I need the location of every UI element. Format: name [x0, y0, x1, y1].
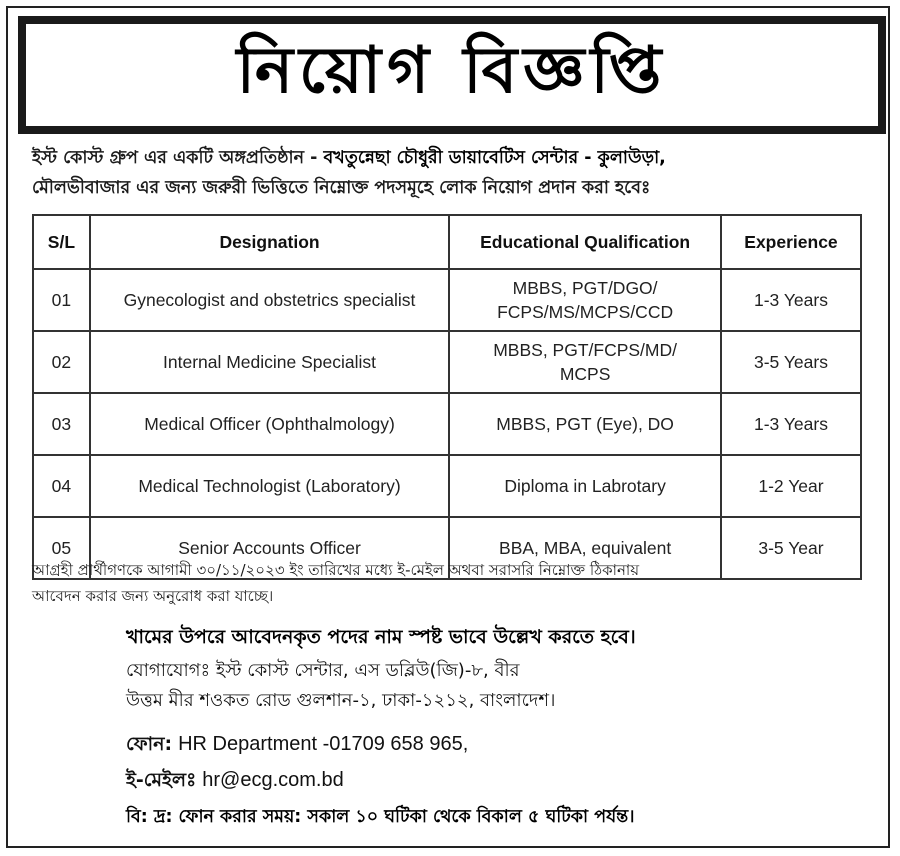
page-title: নিয়োগ বিজ্ঞপ্তি	[236, 33, 668, 108]
header-designation: Designation	[90, 215, 449, 269]
apply-line-1: আগ্রহী প্রার্থীগণকে আগামী ৩০/১১/২০২৩ ইং তারিখের মধ্যে ই-মেইল অথবা সরাসরি নিম্নোক্ত ঠিকানায়	[32, 561, 640, 579]
envelope-note: খামের উপরে আবেদনকৃত পদের নাম স্পষ্ট ভাবে উল্লেখ করতে হবে।	[126, 626, 636, 648]
row-designation: Internal Medicine Specialist	[90, 331, 449, 393]
row-sl: 01	[33, 269, 90, 331]
row-education: BBA, MBA, equivalent	[449, 517, 721, 579]
contact-address	[126, 656, 826, 716]
table-row	[33, 331, 861, 393]
email-label: ই-মেইলঃ	[126, 769, 197, 791]
title-banner	[18, 16, 886, 134]
contact-phone	[126, 730, 826, 762]
row-education	[449, 331, 721, 393]
apply-line-2: আবেদন করার জন্য অনুরোধ করা যাচ্ছে।	[32, 587, 274, 605]
header-experience: Experience	[721, 215, 861, 269]
title-banner-inner	[26, 24, 878, 126]
row-experience: 3-5 Years	[721, 331, 861, 393]
intro-prefix: ইস্ট কোস্ট গ্রুপ এর একটি অঙ্গপ্রতিষ্ঠান -	[32, 148, 324, 168]
education-line: MBBS, PGT/DGO/	[512, 278, 658, 298]
table-row	[33, 269, 861, 331]
row-experience: 1-2 Year	[721, 455, 861, 517]
address-line-1: যোগাযোগঃ ইস্ট কোস্ট সেন্টার, এস ডব্লিউ(জি)-৮, বীর	[126, 660, 520, 681]
header-education: Educational Qualification	[449, 215, 721, 269]
jobs-table	[32, 214, 862, 580]
intro-line-2: মৌলভীবাজার এর জন্য জরুরী ভিত্তিতে নিম্নোক্ত পদসমূহে লোক নিয়োগ প্রদান করা হবেঃ	[32, 178, 651, 198]
row-designation: Medical Officer (Ophthalmology)	[90, 393, 449, 455]
education-line: MCPS	[559, 364, 611, 384]
row-sl: 05	[33, 517, 90, 579]
row-sl: 03	[33, 393, 90, 455]
row-designation: Senior Accounts Officer	[90, 517, 449, 579]
phone-label: ফোন:	[126, 733, 173, 755]
row-experience: 1-3 Years	[721, 393, 861, 455]
education-line: MBBS, PGT/FCPS/MD/	[493, 340, 677, 360]
intro-line-1	[32, 143, 872, 173]
address-line-2: উত্তম মীর শওকত রোড গুলশান-১, ঢাকা-১২১২, বাংলাদেশ।	[126, 690, 556, 711]
row-education: MBBS, PGT (Eye), DO	[449, 393, 721, 455]
contact-email	[126, 766, 826, 798]
phone-value[interactable]: HR Department -01709 658 965,	[178, 733, 469, 755]
email-value[interactable]: hr@ecg.com.bd	[202, 769, 344, 791]
table-row	[33, 455, 861, 517]
row-sl: 04	[33, 455, 90, 517]
row-experience: 3-5 Year	[721, 517, 861, 579]
row-education: Diploma in Labrotary	[449, 455, 721, 517]
table-row	[33, 393, 861, 455]
row-designation: Medical Technologist (Laboratory)	[90, 455, 449, 517]
intro-organization: বখতুন্নেছা চৌধুরী ডায়াবেটিস সেন্টার - কুলাউড়া,	[323, 148, 666, 168]
row-experience: 1-3 Years	[721, 269, 861, 331]
intro-paragraph	[32, 143, 872, 203]
row-education	[449, 269, 721, 331]
header-sl: S/L	[33, 215, 90, 269]
education-line: FCPS/MS/MCPS/CCD	[497, 302, 674, 322]
row-sl: 02	[33, 331, 90, 393]
footer-note: বি: দ্র: ফোন করার সময়: সকাল ১০ ঘটিকা থেকে বিকাল ৫ ঘটিকা পর্যন্ত।	[126, 807, 635, 827]
row-designation: Gynecologist and obstetrics specialist	[90, 269, 449, 331]
application-instructions	[32, 557, 872, 609]
table-header-row	[33, 215, 861, 269]
